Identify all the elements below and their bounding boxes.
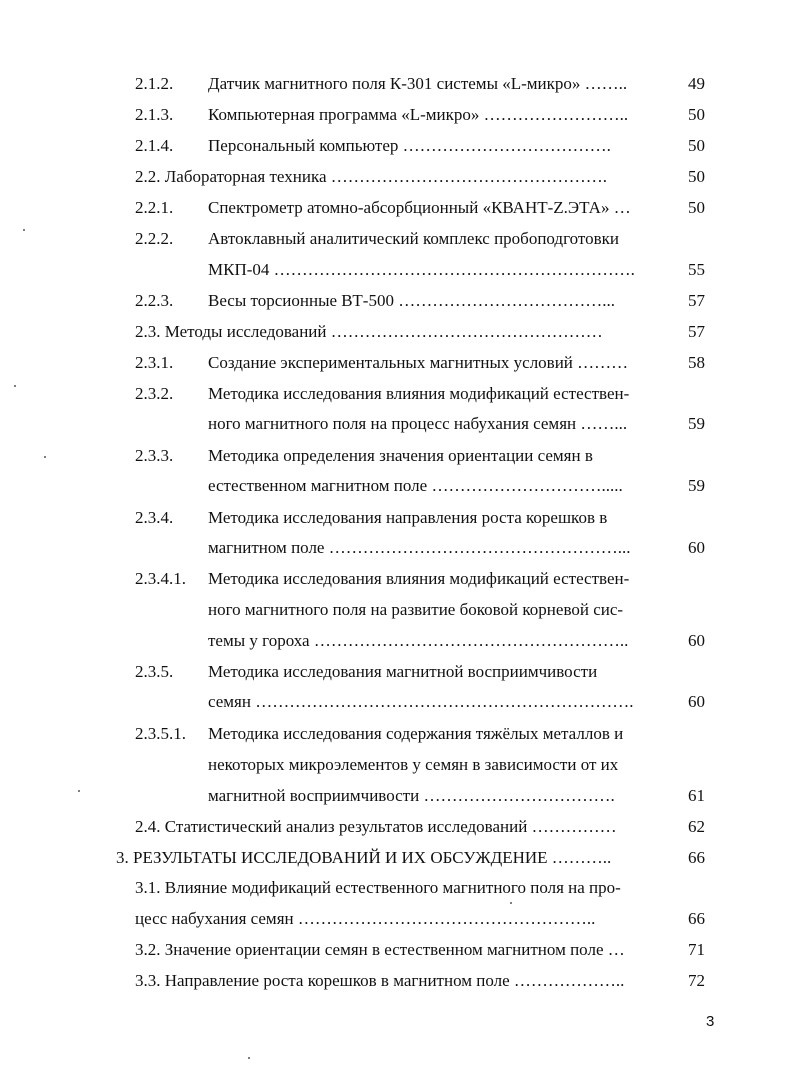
toc-entry-page: 59 — [688, 476, 705, 495]
toc-entry-title: Методика исследования направления роста корешков в — [208, 508, 608, 527]
toc-entry-title: 3.1. Влияние модификаций естественного магнитного поля на про- — [135, 878, 621, 897]
toc-entry-page: 55 — [688, 260, 705, 279]
toc-entry-page: 71 — [688, 940, 705, 959]
toc-entry-page: 60 — [688, 692, 705, 711]
toc-entry-title: магнитной восприимчивости ……………………………. — [208, 786, 615, 805]
toc-entry-page: 62 — [688, 817, 705, 836]
toc-entry-page: 61 — [688, 786, 705, 805]
toc-entry-page: 72 — [688, 971, 705, 990]
toc-entry-title: МКП-04 ………………………………………………………. — [208, 260, 635, 279]
scan-speck — [14, 385, 16, 387]
toc-entry-title: Методика исследования магнитной восприимчивости — [208, 662, 598, 681]
toc-entry-title: семян …………………………………………………………. — [208, 692, 634, 711]
scan-speck — [78, 790, 80, 792]
toc-entry-page: 60 — [688, 538, 705, 557]
toc-entry-title: Методика определения значения ориентации семян в — [208, 446, 593, 465]
toc-entry-title: Методика исследования влияния модификаций естествен- — [208, 384, 630, 403]
toc-entry-title: естественном магнитном поле …………………………..... — [208, 476, 623, 495]
toc-entry-number: 2.3.1. — [135, 353, 174, 372]
toc-entry-title: Весы торсионные ВТ-500 ………………………………... — [208, 291, 615, 310]
toc-entry-number: 2.3.5.1. — [135, 724, 186, 743]
toc-entry-title: ного магнитного поля на процесс набухания семян ……... — [208, 414, 628, 433]
toc-entry-title: Компьютерная программа «L-микро» …………………….. — [208, 105, 629, 124]
toc-entry-title: 3. РЕЗУЛЬТАТЫ ИССЛЕДОВАНИЙ И ИХ ОБСУЖДЕНИЕ ……….. — [116, 848, 612, 867]
toc-entry-title: 2.4. Статистический анализ результатов исследований …………… — [135, 817, 617, 836]
toc-entry-page: 50 — [688, 136, 705, 155]
toc-entry-title: Спектрометр атомно-абсорбционный «КВАНТ-Z.ЭТА» … — [208, 198, 631, 217]
toc-entry-title: некоторых микроэлементов у семян в зависимости от их — [208, 755, 619, 774]
toc-entry-title: магнитном поле ……………………………………………... — [208, 538, 631, 557]
toc-entry-number: 2.3.4.1. — [135, 569, 186, 588]
toc-entry-title: 3.3. Направление роста корешков в магнитном поле ……………….. — [135, 971, 625, 990]
toc-entry-number: 2.2.2. — [135, 229, 174, 248]
toc-entry-page: 49 — [688, 74, 705, 93]
toc-entry-title: Персональный компьютер ………………………………. — [208, 136, 611, 155]
toc-entry-page: 60 — [688, 631, 705, 650]
toc-entry-page: 58 — [688, 353, 705, 372]
toc-entry-title: цесс набухания семян …………………………………………….. — [135, 909, 596, 928]
toc-entry-page: 57 — [688, 322, 705, 341]
toc-entry-title: 3.2. Значение ориентации семян в естественном магнитном поле … — [135, 940, 625, 959]
toc-entry-title: Методика исследования влияния модификаций естествен- — [208, 569, 630, 588]
toc-entry-title: Датчик магнитного поля К-301 системы «L-микро» …….. — [208, 74, 628, 93]
toc-entry-number: 2.1.3. — [135, 105, 174, 124]
toc-entry-title: Методика исследования содержания тяжёлых металлов и — [208, 724, 624, 743]
toc-entry-page: 50 — [688, 198, 705, 217]
toc-entry-title: Автоклавный аналитический комплекс пробоподготовки — [208, 229, 619, 248]
toc-entry-page: 59 — [688, 414, 705, 433]
toc-entry-page: 57 — [688, 291, 705, 310]
toc-entry-page: 66 — [688, 848, 705, 867]
toc-entry-title: темы у гороха ……………………………………………….. — [208, 631, 629, 650]
toc-entry-number: 2.2.3. — [135, 291, 174, 310]
toc-entry-page: 50 — [688, 105, 705, 124]
toc-entry-number: 2.2.1. — [135, 198, 174, 217]
toc-entry-title: Создание экспериментальных магнитных условий ……… — [208, 353, 629, 372]
toc-entry-title: 2.3. Методы исследований ………………………………………… — [135, 322, 603, 341]
scan-speck — [248, 1057, 250, 1059]
toc-entry-page: 66 — [688, 909, 705, 928]
toc-entry-page: 50 — [688, 167, 705, 186]
toc-entry-number: 2.3.3. — [135, 446, 174, 465]
toc-entry-number: 2.3.2. — [135, 384, 174, 403]
scan-speck — [23, 229, 25, 231]
toc-entry-number: 2.1.4. — [135, 136, 174, 155]
toc-entry-number: 2.3.5. — [135, 662, 174, 681]
scan-speck — [510, 902, 512, 904]
toc-entry-title: 2.2. Лабораторная техника …………………………………………. — [135, 167, 607, 186]
toc-entry-number: 2.3.4. — [135, 508, 174, 527]
page-number: 3 — [706, 1013, 715, 1030]
toc-entry-number: 2.1.2. — [135, 74, 174, 93]
scan-speck — [44, 456, 46, 458]
toc-entry-title: ного магнитного поля на развитие боковой корневой сис- — [208, 600, 624, 619]
